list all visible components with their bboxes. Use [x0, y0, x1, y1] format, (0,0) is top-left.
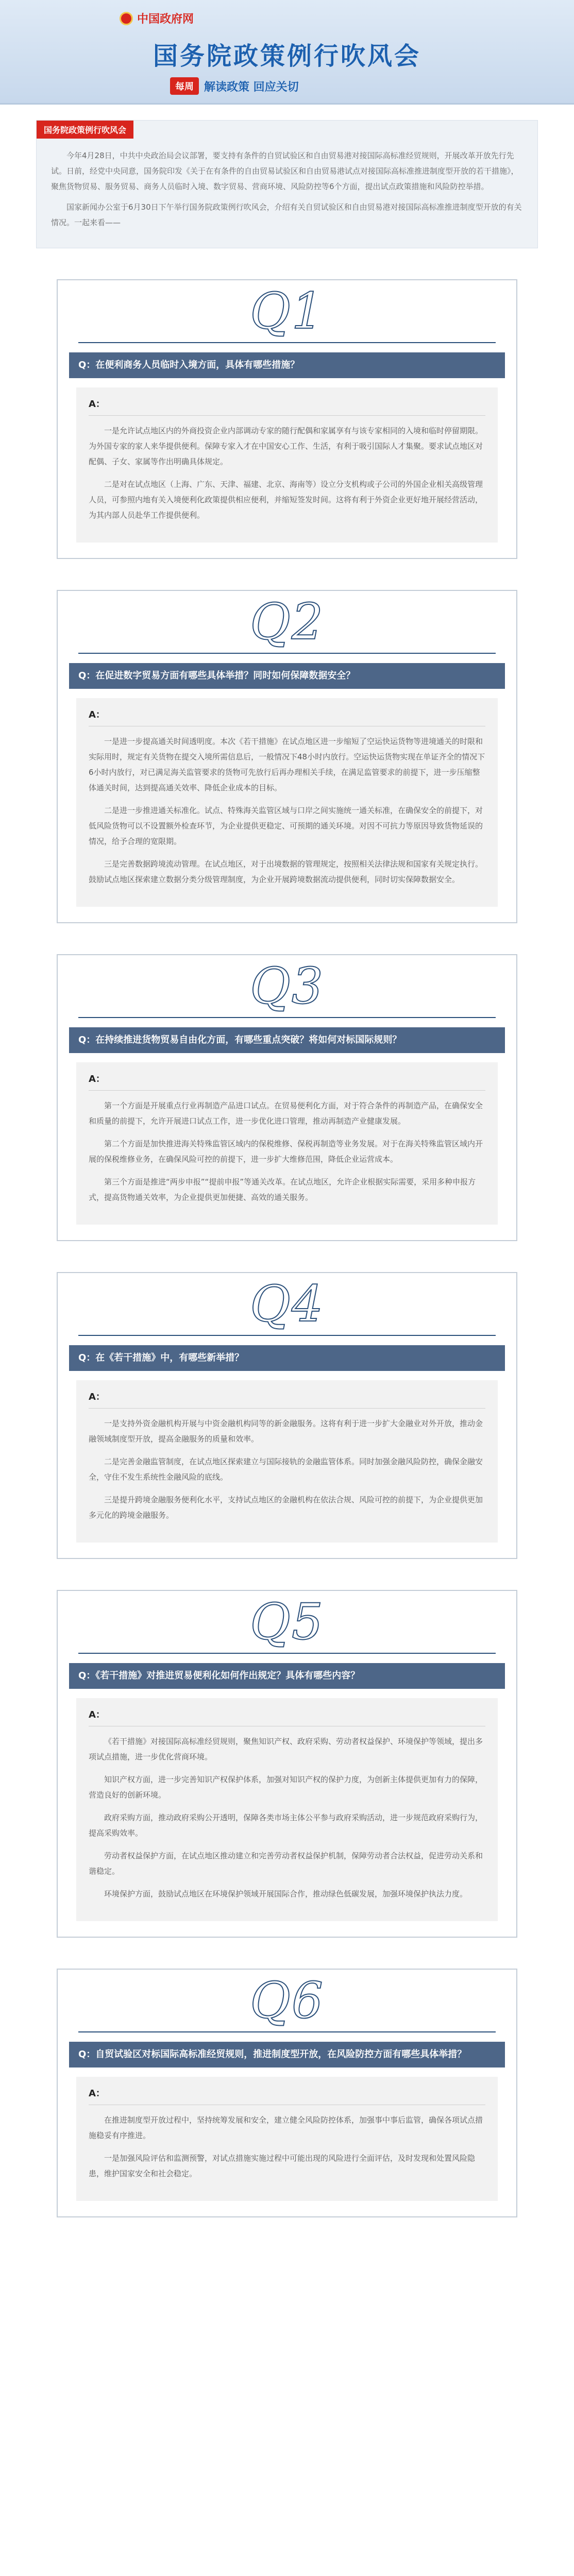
qa-section-2 — [57, 590, 517, 923]
divider — [89, 1090, 485, 1091]
answer-paragraph: 一是允许试点地区内的外商投资企业内部调动专家的随行配偶和家属享有与该专家相同的入境和临时停留期限。为外国专家的家人来华提供便利。保障专家入才在中国安心工作、生活，有利于吸引国际人才集聚。要求试点地区对配偶、子女、家属等作出明确具体规定。 — [89, 426, 483, 466]
bottom-spacer — [0, 2217, 574, 2248]
qa-section-5 — [57, 1590, 517, 1938]
weekly-badge: 每周 — [170, 77, 199, 95]
page-title: 国务院政策例行吹风会 — [153, 42, 421, 71]
site-logo[interactable] — [120, 10, 194, 26]
qa-number: Q1 — [250, 282, 324, 340]
logo-text: 中国政府网 — [137, 13, 194, 26]
answer-label: A： — [89, 1392, 105, 1402]
answer-label: A： — [89, 399, 105, 410]
answer-paragraph: 一是支持外资金融机构开展与中资金融机构同等的新金融服务。这将有利于进一步扩大金融业对外开放，推动金融领域制度型开放，提高金融服务的质量和效率。 — [89, 1419, 483, 1444]
divider — [78, 1335, 496, 1336]
header-banner — [0, 0, 574, 105]
answer-paragraph: 二是完善金融监管制度，在试点地区探索建立与国际接轨的金融监管体系。同时加强金融风险防控，确保金融安全，守住不发生系统性金融风险的底线。 — [89, 1457, 483, 1482]
qa-answer — [76, 2077, 498, 2201]
qa-answer — [76, 1698, 498, 1921]
answer-label: A： — [89, 2088, 105, 2099]
divider — [78, 1017, 496, 1018]
qa-number: Q5 — [250, 1593, 324, 1651]
intro-body — [37, 139, 537, 248]
answer-paragraph: 第一个方面是开展重点行业再制造产品进口试点。在贸易便利化方面，对于符合条件的再制造产品，在确保安全和质量的前提下，允许开展进口试点工作，进一步优化进口管理，推动再制造产业健康发展。 — [89, 1101, 483, 1126]
qa-question: Q：《若干措施》对推进贸易便利化如何作出规定？具体有哪些内容？ — [69, 1663, 505, 1689]
answer-paragraph: 三是提升跨境金融服务便利化水平，支持试点地区的金融机构在依法合规、风险可控的前提下，为企业提供更加多元化的跨境金融服务。 — [89, 1495, 483, 1520]
answer-paragraph: 劳动者权益保护方面，在试点地区推动建立和完善劳动者权益保护机制，保障劳动者合法权益，促进劳动关系和谐稳定。 — [89, 1851, 483, 1876]
divider — [78, 2031, 496, 2032]
qa-number-header — [58, 280, 516, 352]
answer-paragraph: 第二个方面是加快推进海关特殊监管区域内的保税维修、保税再制造等业务发展。对于在海关特殊监管区域内开展的保税维修业务，在确保风险可控的前提下，进一步扩大维修范围，降低企业运营成本。 — [89, 1139, 483, 1164]
intro-paragraph: 今年4月28日，中共中央政治局会议部署，要支持有条件的自贸试验区和自由贸易港对接国际高标准经贸规则，开展改革开放先行先试。日前，经党中央同意，国务院印发《关于在有条件的自由贸易试验区和自由贸易港试点对接国际高标准推进制度型开放的若干措施》，聚焦货物贸易、服务贸易、商务人员临时入境、数字贸易、营商环境、风险防控等6个方面，提出试点政策措施和风险防控举措。 — [51, 151, 519, 191]
qa-answer — [76, 1062, 498, 1225]
qa-section-6 — [57, 1969, 517, 2217]
qa-number: Q4 — [250, 1275, 324, 1333]
qa-number-header — [58, 955, 516, 1027]
divider — [78, 1653, 496, 1654]
intro-section — [36, 120, 538, 248]
qa-number: Q2 — [250, 593, 324, 651]
divider — [89, 415, 485, 416]
answer-paragraph: 《若干措施》对接国际高标准经贸规则，聚焦知识产权、政府采购、劳动者权益保护、环境保护等领域，提出多项试点措施，进一步优化营商环境。 — [89, 1737, 483, 1761]
qa-answer — [76, 698, 498, 907]
qa-number-header — [58, 1970, 516, 2042]
answer-paragraph: 二是对在试点地区（上海、广东、天津、福建、北京、海南等）设立分支机构或子公司的外国企业相关高级管理人员，可参照内地有关入境便利化政策提供相应便利，并缩短签发时间。这将有利于外资企业更好地开展经营活动，为其内部人员赴华工作提供便利。 — [89, 480, 483, 520]
qa-section-4 — [57, 1272, 517, 1559]
qa-question: Q：自贸试验区对标国际高标准经贸规则，推进制度型开放，在风险防控方面有哪些具体举措？ — [69, 2042, 505, 2067]
qa-number-header — [58, 1273, 516, 1345]
qa-number: Q6 — [250, 1972, 324, 2029]
subtitle-bar — [170, 77, 299, 95]
answer-paragraph: 一是进一步提高通关时间透明度。本次《若干措施》在试点地区进一步缩短了空运快运货物等进境通关的时限和实际用时，规定有关货物在提交入境所需信息后，一般情况下48小时内放行。空运快运货物实现在单证齐全的情况下6小时内放行，对已满足海关监管要求的货物可先放行后再办理相关手续，在满足监管要求的前提下，进一步压缩整体通关时间，达到提高通关效率、降低企业成本的目标。 — [89, 737, 485, 792]
qa-answer — [76, 1380, 498, 1543]
answer-paragraph: 环境保护方面，鼓励试点地区在环境保护领域开展国际合作，推动绿色低碳发展，加强环境保护执法力度。 — [104, 1889, 468, 1899]
divider — [78, 653, 496, 654]
qa-question: Q：在促进数字贸易方面有哪些具体举措？同时如何保障数据安全？ — [69, 663, 505, 689]
answer-paragraph: 一是加强风险评估和监测预警，对试点措施实施过程中可能出现的风险进行全面评估，及时发现和处置风险隐患，维护国家安全和社会稳定。 — [89, 2154, 476, 2178]
answer-paragraph: 三是完善数据跨境流动管理。在试点地区，对于出境数据的管理规定，按照相关法律法规和国家有关规定执行。鼓励试点地区探索建立数据分类分级管理制度，为企业开展跨境数据流动提供便利，同时切实保障数据安全。 — [89, 859, 483, 884]
qa-number: Q3 — [250, 957, 324, 1015]
answer-label: A： — [89, 1709, 105, 1720]
intro-label: 国务院政策例行吹风会 — [37, 121, 133, 139]
answer-paragraph: 在推进制度型开放过程中，坚持统筹发展和安全，建立健全风险防控体系，加强事中事后监管，确保各项试点措施稳妥有序推进。 — [89, 2115, 483, 2140]
qa-number-header — [58, 1591, 516, 1663]
qa-section-3 — [57, 954, 517, 1241]
qa-question: Q：在《若干措施》中，有哪些新举措？ — [69, 1345, 505, 1371]
qa-section-1 — [57, 279, 517, 559]
answer-paragraph: 二是进一步推进通关标准化。试点、特殊海关监管区域与口岸之间实施统一通关标准，在确保安全的前提下，对低风险货物可以不设置额外检查环节，为企业提供更稳定、可预期的通关环境。对因不可抗力等原因导致货物延误的情况，给予合理的宽限期。 — [89, 806, 483, 846]
answer-paragraph: 政府采购方面，推动政府采购公开透明，保障各类市场主体公平参与政府采购活动，进一步规范政府采购行为，提高采购效率。 — [89, 1813, 483, 1838]
answer-paragraph: 第三个方面是推进“两步申报”“提前申报”等通关改革。在试点地区，允许企业根据实际需要，采用多种申报方式，提高货物通关效率，为企业提供更加便捷、高效的通关服务。 — [89, 1177, 476, 1202]
answer-paragraph: 知识产权方面，进一步完善知识产权保护体系，加强对知识产权的保护力度，为创新主体提供更加有力的保障，营造良好的创新环境。 — [89, 1775, 483, 1800]
intro-paragraph: 国家新闻办公室于6月30日下午举行国务院政策例行吹风会，介绍有关自贸试验区和自由贸易港对接国际高标准推进制度型开放的有关情况。一起来看—— — [51, 202, 522, 227]
answer-label: A： — [89, 1074, 105, 1084]
qa-answer — [76, 387, 498, 543]
divider — [89, 1408, 485, 1409]
qa-number-header — [58, 591, 516, 663]
qa-question: Q：在持续推进货物贸易自由化方面，有哪些重点突破？将如何对标国际规则？ — [69, 1027, 505, 1053]
qa-question: Q：在便利商务人员临时入境方面，具体有哪些措施？ — [69, 352, 505, 378]
national-emblem-icon — [120, 12, 133, 25]
answer-label: A： — [89, 709, 105, 720]
divider — [78, 342, 496, 343]
subtitle-text: 解读政策 回应关切 — [204, 80, 299, 94]
